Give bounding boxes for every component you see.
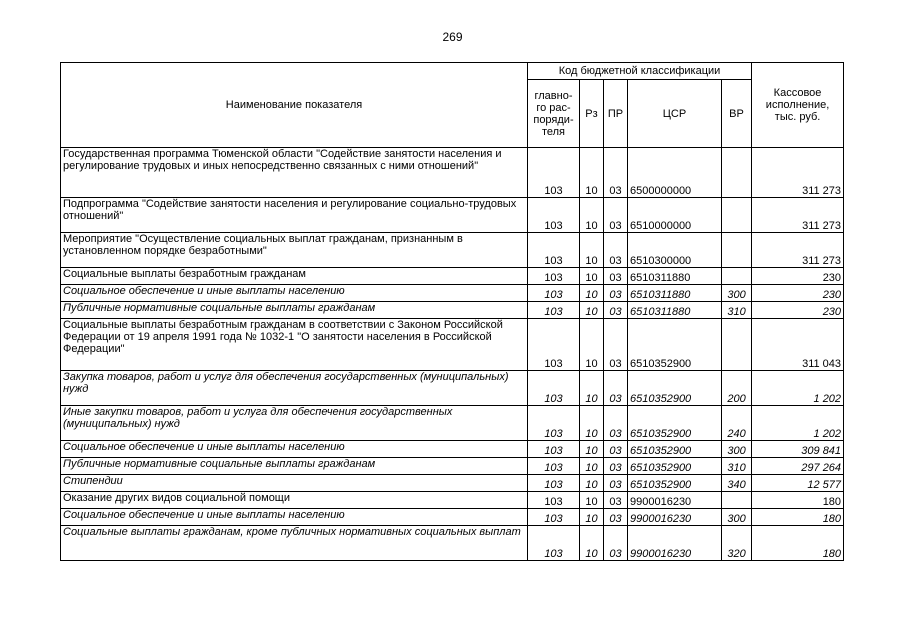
row-vr bbox=[722, 319, 752, 371]
header-code-group: Код бюджетной классификации bbox=[528, 63, 752, 80]
header-pr: ПР bbox=[604, 80, 628, 148]
page-number: 269 bbox=[442, 30, 463, 44]
table-row bbox=[61, 475, 844, 492]
table-row bbox=[61, 198, 844, 233]
row-csr: 6510352900 bbox=[628, 458, 722, 475]
row-rz: 10 bbox=[580, 148, 604, 198]
row-vr: 340 bbox=[722, 475, 752, 492]
row-glavny: 103 bbox=[528, 285, 580, 302]
row-rz: 10 bbox=[580, 371, 604, 406]
table-row bbox=[61, 302, 844, 319]
row-csr: 6500000000 bbox=[628, 148, 722, 198]
row-rz: 10 bbox=[580, 406, 604, 441]
row-amount: 1 202 bbox=[752, 406, 844, 441]
table-row bbox=[61, 458, 844, 475]
row-amount: 1 202 bbox=[752, 371, 844, 406]
row-name: Социальные выплаты безработным гражданам bbox=[61, 268, 528, 285]
row-pr: 03 bbox=[604, 302, 628, 319]
row-pr: 03 bbox=[604, 148, 628, 198]
table-body bbox=[61, 148, 844, 561]
row-vr: 200 bbox=[722, 371, 752, 406]
header-amount: Кассовое исполнение, тыс. руб. bbox=[752, 63, 844, 148]
row-glavny: 103 bbox=[528, 302, 580, 319]
row-csr: 6510300000 bbox=[628, 233, 722, 268]
row-name: Оказание других видов социальной помощи bbox=[61, 492, 528, 509]
row-pr: 03 bbox=[604, 319, 628, 371]
row-glavny: 103 bbox=[528, 268, 580, 285]
row-pr: 03 bbox=[604, 458, 628, 475]
header-vr: ВР bbox=[722, 80, 752, 148]
row-vr: 300 bbox=[722, 441, 752, 458]
row-glavny: 103 bbox=[528, 492, 580, 509]
row-name: Социальное обеспечение и иные выплаты населению bbox=[61, 441, 528, 458]
row-pr: 03 bbox=[604, 475, 628, 492]
row-glavny: 103 bbox=[528, 441, 580, 458]
row-vr: 240 bbox=[722, 406, 752, 441]
row-rz: 10 bbox=[580, 233, 604, 268]
row-rz: 10 bbox=[580, 475, 604, 492]
row-amount: 230 bbox=[752, 268, 844, 285]
row-vr bbox=[722, 268, 752, 285]
row-csr: 9900016230 bbox=[628, 526, 722, 561]
row-pr: 03 bbox=[604, 371, 628, 406]
table-row bbox=[61, 441, 844, 458]
table-row bbox=[61, 148, 844, 198]
row-csr: 6510000000 bbox=[628, 198, 722, 233]
row-pr: 03 bbox=[604, 233, 628, 268]
table-row bbox=[61, 319, 844, 371]
row-glavny: 103 bbox=[528, 233, 580, 268]
row-amount: 311 273 bbox=[752, 233, 844, 268]
row-rz: 10 bbox=[580, 319, 604, 371]
row-name: Публичные нормативные социальные выплаты гражданам bbox=[61, 458, 528, 475]
row-name: Публичные нормативные социальные выплаты гражданам bbox=[61, 302, 528, 319]
row-rz: 10 bbox=[580, 458, 604, 475]
row-rz: 10 bbox=[580, 441, 604, 458]
row-amount: 311 273 bbox=[752, 198, 844, 233]
row-glavny: 103 bbox=[528, 406, 580, 441]
row-glavny: 103 bbox=[528, 319, 580, 371]
table-row bbox=[61, 492, 844, 509]
table-row bbox=[61, 509, 844, 526]
row-rz: 10 bbox=[580, 526, 604, 561]
row-glavny: 103 bbox=[528, 475, 580, 492]
row-rz: 10 bbox=[580, 268, 604, 285]
row-amount: 180 bbox=[752, 492, 844, 509]
row-amount: 180 bbox=[752, 509, 844, 526]
row-vr: 300 bbox=[722, 509, 752, 526]
row-name: Закупка товаров, работ и услуг для обеспечения государственных (муниципальных) нужд bbox=[61, 371, 528, 406]
row-csr: 6510352900 bbox=[628, 371, 722, 406]
row-name: Социальные выплаты гражданам, кроме публичных нормативных социальных выплат bbox=[61, 526, 528, 561]
row-vr bbox=[722, 198, 752, 233]
row-glavny: 103 bbox=[528, 371, 580, 406]
table-row bbox=[61, 268, 844, 285]
row-name: Иные закупки товаров, работ и услуга для обеспечения государственных (муниципальных) нужд bbox=[61, 406, 528, 441]
row-vr: 300 bbox=[722, 285, 752, 302]
header-rz: Рз bbox=[580, 80, 604, 148]
row-amount: 230 bbox=[752, 285, 844, 302]
header-glavny: главно-го рас-поряди-теля bbox=[528, 80, 580, 148]
row-pr: 03 bbox=[604, 268, 628, 285]
row-csr: 9900016230 bbox=[628, 509, 722, 526]
row-name: Государственная программа Тюменской области "Содействие занятости населения и регулирование трудовых и иных непосредственно связанных с ними отношений" bbox=[61, 148, 528, 198]
row-vr: 310 bbox=[722, 458, 752, 475]
row-name: Социальное обеспечение и иные выплаты населению bbox=[61, 509, 528, 526]
row-vr bbox=[722, 148, 752, 198]
row-pr: 03 bbox=[604, 509, 628, 526]
row-pr: 03 bbox=[604, 441, 628, 458]
row-csr: 6510311880 bbox=[628, 285, 722, 302]
row-csr: 6510352900 bbox=[628, 319, 722, 371]
row-name: Стипендии bbox=[61, 475, 528, 492]
row-amount: 230 bbox=[752, 302, 844, 319]
table-row bbox=[61, 371, 844, 406]
header-csr: ЦСР bbox=[628, 80, 722, 148]
row-pr: 03 bbox=[604, 285, 628, 302]
row-name: Подпрограмма "Содействие занятости населения и регулирование социально-трудовых отношений" bbox=[61, 198, 528, 233]
row-pr: 03 bbox=[604, 492, 628, 509]
row-amount: 297 264 bbox=[752, 458, 844, 475]
row-rz: 10 bbox=[580, 492, 604, 509]
table-row bbox=[61, 285, 844, 302]
row-glavny: 103 bbox=[528, 198, 580, 233]
row-vr bbox=[722, 233, 752, 268]
row-pr: 03 bbox=[604, 198, 628, 233]
row-name: Социальное обеспечение и иные выплаты населению bbox=[61, 285, 528, 302]
row-glavny: 103 bbox=[528, 148, 580, 198]
row-rz: 10 bbox=[580, 285, 604, 302]
header-name: Наименование показателя bbox=[61, 63, 528, 148]
budget-table bbox=[60, 62, 844, 561]
row-csr: 6510352900 bbox=[628, 441, 722, 458]
row-rz: 10 bbox=[580, 302, 604, 319]
row-glavny: 103 bbox=[528, 458, 580, 475]
row-pr: 03 bbox=[604, 406, 628, 441]
row-name: Мероприятие "Осуществление социальных выплат гражданам, признанным в установленном порядке безработными" bbox=[61, 233, 528, 268]
row-vr: 320 bbox=[722, 526, 752, 561]
row-amount: 180 bbox=[752, 526, 844, 561]
row-csr: 6510311880 bbox=[628, 302, 722, 319]
row-vr: 310 bbox=[722, 302, 752, 319]
row-amount: 311 043 bbox=[752, 319, 844, 371]
row-amount: 309 841 bbox=[752, 441, 844, 458]
row-amount: 12 577 bbox=[752, 475, 844, 492]
row-csr: 6510352900 bbox=[628, 406, 722, 441]
row-name: Социальные выплаты безработным гражданам в соответствии с Законом Российской Федерации от 19 апреля 1991 года № 1032-1 "О занятости населения в Российской Федерации" bbox=[61, 319, 528, 371]
row-rz: 10 bbox=[580, 198, 604, 233]
row-csr: 9900016230 bbox=[628, 492, 722, 509]
table-row bbox=[61, 526, 844, 561]
table-row bbox=[61, 406, 844, 441]
row-amount: 311 273 bbox=[752, 148, 844, 198]
row-glavny: 103 bbox=[528, 509, 580, 526]
row-rz: 10 bbox=[580, 509, 604, 526]
row-csr: 6510352900 bbox=[628, 475, 722, 492]
row-vr bbox=[722, 492, 752, 509]
row-csr: 6510311880 bbox=[628, 268, 722, 285]
row-glavny: 103 bbox=[528, 526, 580, 561]
table-row bbox=[61, 233, 844, 268]
row-pr: 03 bbox=[604, 526, 628, 561]
